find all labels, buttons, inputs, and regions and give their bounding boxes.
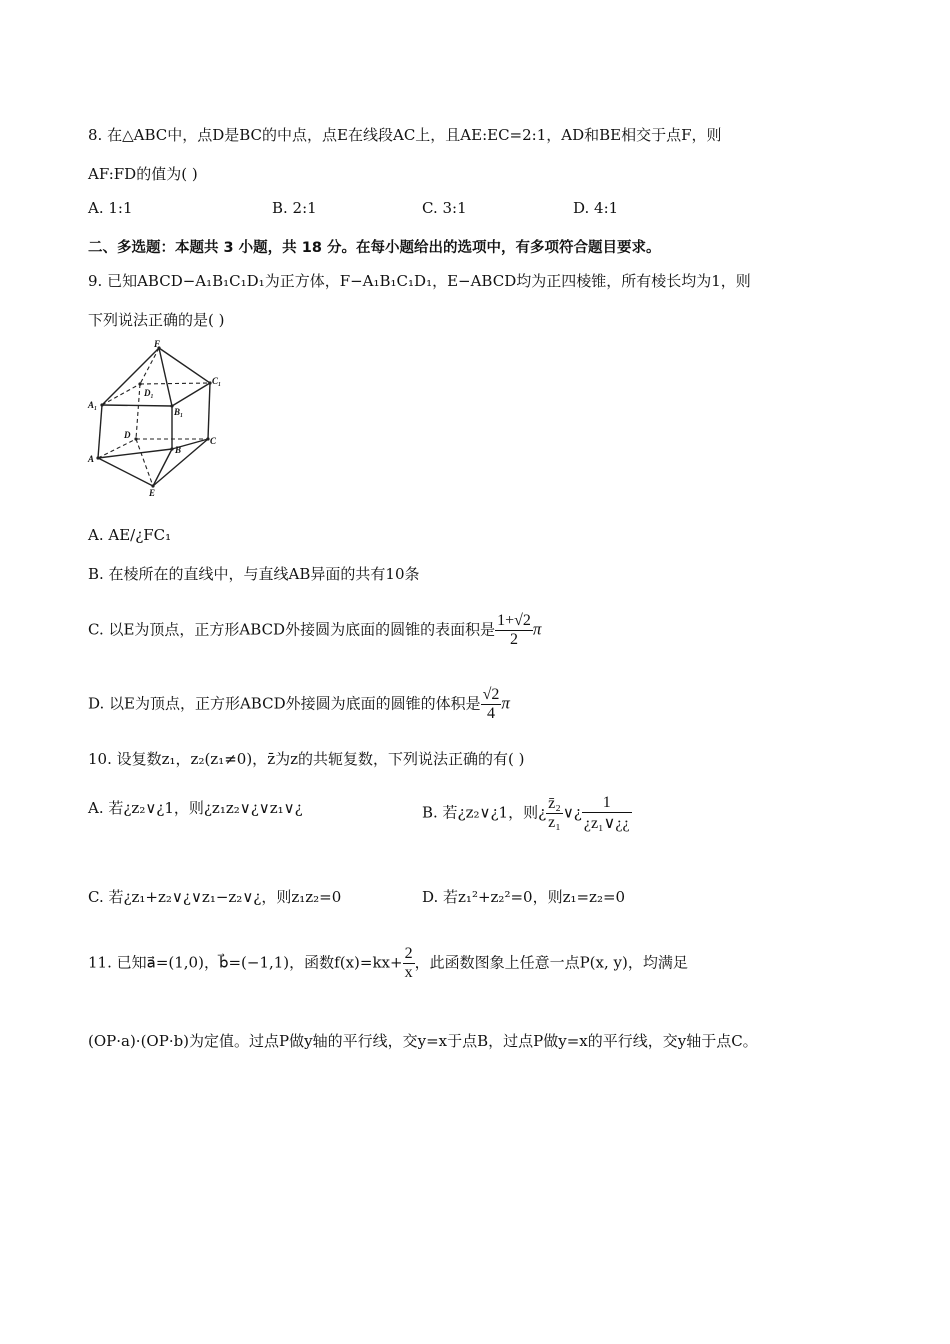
q9-option-b: B. 在棱所在的直线中，与直线AB异面的共有10条: [88, 565, 420, 583]
q11-stem-line2: (OP·a)·(OP·b)为定值。过点P做y轴的平行线，交y=x于点B，过点P做y=x的平行线，交y轴于点C。: [88, 1032, 758, 1050]
q9-option-a: A. AE/¿FC₁: [88, 526, 172, 544]
q9-option-c-text: C. 以E为顶点，正方形ABCD外接圆为底面的圆锥的表面积是: [88, 620, 496, 639]
q10-option-b: B. 若¿z₂∨¿1，则¿ $\frac{\text{z̄₂}}{\text{z₁}}$ ∨¿ $\frac{1}{\text{¿z₁∨¿¿}}$: [422, 794, 630, 832]
q10-stem: 10. 设复数z₁，z₂(z₁≠0)，z̄为z的共轭复数，下列说法正确的有( ): [88, 750, 525, 768]
fig-label-b: B: [175, 445, 182, 455]
fig-label-f: F: [154, 339, 161, 349]
q8-option-d: D. 4:1: [573, 199, 619, 217]
q9-option-d-fraction: $\frac{√2}{4}$: [482, 686, 500, 722]
q10-option-c: C. 若¿z₁+z₂∨¿∨z₁−z₂∨¿，则z₁z₂=0: [88, 888, 342, 906]
fig-label-c1: C₁: [212, 376, 222, 386]
q11-fraction: $\frac{2}{x}$: [404, 945, 413, 981]
q10-option-d: D. 若z₁²+z₂²=0，则z₁=z₂=0: [422, 888, 626, 906]
q9-option-d: [88, 686, 510, 723]
q9-option-c: [88, 612, 541, 649]
q10-option-b-fraction1: $\frac{\text{z̄₂}}{\text{z₁}}$: [548, 795, 561, 831]
q9-stem-line1: 9. 已知ABCD−A₁B₁C₁D₁为正方体，F−A₁B₁C₁D₁，E−ABCD均为正四棱锥，所有棱长均为1，则: [88, 272, 751, 290]
fig-label-e: E: [149, 488, 156, 498]
q10-option-b-fraction2: $\frac{1}{\text{¿z₁∨¿¿}}$: [583, 794, 630, 832]
fig-label-a: A: [88, 454, 95, 464]
q9-option-c-fraction: $\frac{1+√2}{2}$: [497, 612, 531, 648]
fig-label-c: C: [210, 436, 217, 446]
fig-label-b1: B₁: [174, 407, 184, 417]
q9-stem-line2: 下列说法正确的是( ): [88, 311, 225, 329]
q8-option-b: B. 2:1: [272, 199, 317, 217]
fig-label-a1: A₁: [88, 400, 98, 410]
q11-stem-line1: 11. 已知a⃗=(1,0)，b⃗=(−1,1)，函数f(x)=kx+ $\frac{2}{x}$ ，此函数图象上任意一点P(x, y)，均满足: [88, 945, 688, 981]
section-heading-multi-choice: 二、多选题：本题共 3 小题，共 18 分。在每小题给出的选项中，有多项符合题目要求。: [88, 240, 661, 256]
q8-stem-line1: 8. 在△ABC中，点D是BC的中点，点E在线段AC上，且AE:EC=2:1，AD和BE相交于点F，则: [88, 126, 722, 144]
q8-option-c: C. 3:1: [422, 199, 467, 217]
fig-label-d1: D₁: [144, 388, 154, 398]
q9-option-d-text: D. 以E为顶点，正方形ABCD外接圆为底面的圆锥的体积是: [88, 694, 481, 713]
fig-label-d: D: [124, 430, 131, 440]
pi-symbol: π: [532, 619, 542, 639]
q8-option-a: A. 1:1: [88, 199, 133, 217]
q8-stem-line2: AF:FD的值为( ): [88, 165, 198, 183]
q10-option-a: A. 若¿z₂∨¿1，则¿z₁z₂∨¿∨z₁∨¿: [88, 799, 303, 817]
q9-figure-cube-pyramids: [84, 338, 224, 498]
pi-symbol: π: [501, 693, 510, 713]
